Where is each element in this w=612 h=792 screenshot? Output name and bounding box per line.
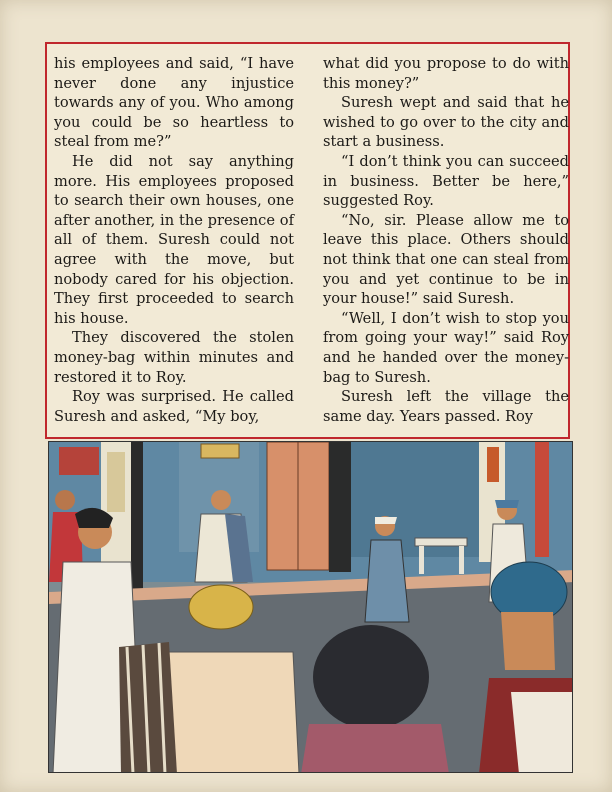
- paragraph: Suresh left the village the same day. Years passed. Roy: [323, 388, 569, 425]
- story-illustration: [48, 441, 573, 773]
- picture-frame: [201, 444, 239, 458]
- paragraph: “Well, I don’t wish to stop you from going your way!” said Roy and he handed over the money-bag to Suresh.: [323, 309, 569, 386]
- paragraph: They discovered the stolen money-bag within minutes and restored it to Roy.: [54, 329, 294, 386]
- right-text-column: [323, 54, 569, 426]
- pillar-panel: [487, 447, 499, 482]
- yellow-turban: [189, 585, 253, 629]
- table-leg: [419, 546, 424, 574]
- story-text-frame: [45, 42, 570, 439]
- bearded-man-kurta: [511, 692, 573, 773]
- pillar-shadow: [131, 442, 143, 592]
- bearded-man-face: [501, 612, 555, 670]
- servant-turban: [495, 500, 519, 508]
- paragraph: “No, sir. Please allow me to leave this place. Others should not think that one can steal from you and yet continue to be in your house!” said Suresh.: [323, 211, 569, 308]
- dark-haired-man-shirt: [301, 724, 449, 773]
- suresh-turban: [375, 517, 397, 524]
- illustration-scene: [49, 442, 573, 773]
- paragraph: Roy was surprised. He called Suresh and asked, “My boy,: [54, 388, 294, 425]
- suresh-body: [365, 540, 409, 622]
- woman-head: [55, 490, 75, 510]
- paragraph: He did not say anything more. His employees proposed to search their own houses, one after another, in the presence of all of them. Suresh could not agree with the move, but nobody cared for his objection. They first proceeded to search his house.: [54, 152, 294, 327]
- pillar-panel: [107, 452, 125, 512]
- window-shutter: [59, 447, 99, 475]
- paragraph: “I don’t think you can succeed in business. Better be here,” suggested Roy.: [323, 152, 569, 210]
- table-top: [415, 538, 467, 546]
- table-leg: [459, 546, 464, 574]
- roy-head: [211, 490, 231, 510]
- left-text-column: [54, 54, 294, 426]
- paragraph: what did you propose to do with this money?”: [323, 55, 569, 92]
- dark-haired-man-head: [313, 625, 429, 729]
- cupboard-shadow: [329, 442, 351, 572]
- door-frame: [535, 442, 549, 557]
- paragraph: Suresh wept and said that he wished to go over to the city and start a business.: [323, 94, 569, 151]
- paragraph: his employees and said, “I have never done any injustice towards any of you. Who among you could be so heartless to steal from me?”: [54, 55, 294, 151]
